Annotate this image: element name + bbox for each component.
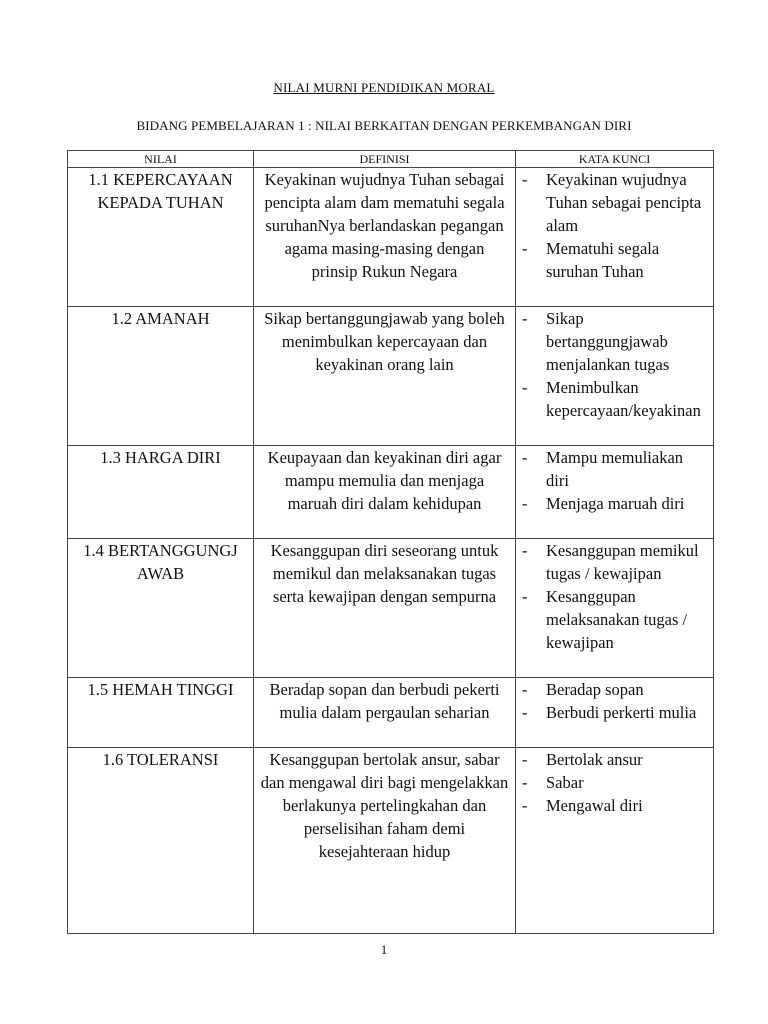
table-row	[68, 168, 714, 307]
list-item	[522, 376, 709, 422]
kata-kunci-list	[522, 307, 709, 422]
list-item	[522, 701, 709, 724]
table-row	[68, 539, 714, 678]
list-item	[522, 794, 709, 817]
nilai-cell: 1.3 HARGA DIRI	[68, 446, 254, 539]
header-definisi: DEFINISI	[254, 151, 516, 168]
nilai-cell: 1.5 HEMAH TINGGI	[68, 678, 254, 748]
definisi-cell: Keyakinan wujudnya Tuhan sebagai pencipta alam dam mematuhi segala suruhanNya berlandaskan pegangan agama masing-masing dengan prinsip Rukun Negara	[254, 168, 516, 307]
kata-kunci-list	[522, 748, 709, 817]
list-item	[522, 237, 709, 283]
kata-kunci-text: Mampu memuliakan diri	[546, 448, 684, 490]
kata-kunci-cell	[516, 748, 714, 934]
list-item	[522, 168, 709, 237]
nilai-text: 1.4 BERTANGGUNGJAWAB	[83, 541, 238, 583]
definisi-cell: Kesanggupan bertolak ansur, sabar dan mengawal diri bagi mengelakkan berlakunya pertelingkahan dan perselisihan faham demi kesejahteraan hidup	[254, 748, 516, 934]
list-item	[522, 539, 709, 585]
dash-bullet: -	[522, 587, 528, 606]
kata-kunci-cell	[516, 539, 714, 678]
kata-kunci-text: Berbudi perkerti mulia	[546, 703, 697, 722]
kata-kunci-text: Mengawal diri	[546, 796, 643, 815]
dash-bullet: -	[522, 703, 528, 722]
dash-bullet: -	[522, 796, 528, 815]
kata-kunci-cell	[516, 307, 714, 446]
kata-kunci-cell	[516, 678, 714, 748]
kata-kunci-list	[522, 539, 709, 654]
kata-kunci-list	[522, 678, 709, 724]
page-number: 1	[380, 942, 388, 957]
kata-kunci-text: Kesanggupan memikul tugas / kewajipan	[546, 541, 699, 583]
definisi-cell: Keupayaan dan keyakinan diri agar mampu memulia dan menjaga maruah diri dalam kehidupan	[254, 446, 516, 539]
kata-kunci-cell	[516, 168, 714, 307]
kata-kunci-text: Kesanggupan melaksanakan tugas / kewajipan	[546, 587, 688, 652]
kata-kunci-text: Mematuhi segala suruhan Tuhan	[546, 239, 660, 281]
kata-kunci-list	[522, 446, 709, 515]
kata-kunci-text: Beradap sopan	[546, 680, 644, 699]
header-nilai: NILAI	[68, 151, 254, 168]
dash-bullet: -	[522, 494, 528, 513]
dash-bullet: -	[522, 448, 528, 467]
table-row	[68, 307, 714, 446]
list-item	[522, 771, 709, 794]
values-table	[67, 150, 714, 934]
dash-bullet: -	[522, 773, 528, 792]
dash-bullet: -	[522, 750, 528, 769]
page-title: NILAI MURNI PENDIDIKAN MORAL	[273, 80, 495, 95]
kata-kunci-text: Menjaga maruah diri	[546, 494, 685, 513]
nilai-cell: 1.1 KEPERCAYAAN KEPADA TUHAN	[68, 168, 254, 307]
kata-kunci-text: Sikap bertanggungjawab menjalankan tugas	[546, 309, 670, 374]
list-item	[522, 748, 709, 771]
dash-bullet: -	[522, 170, 528, 189]
nilai-cell: 1.6 TOLERANSI	[68, 748, 254, 934]
kata-kunci-text: Keyakinan wujudnya Tuhan sebagai pencipta alam	[546, 170, 702, 235]
kata-kunci-text: Sabar	[546, 773, 584, 792]
list-item	[522, 446, 709, 492]
definisi-cell: Sikap bertanggungjawab yang boleh menimbulkan kepercayaan dan keyakinan orang lain	[254, 307, 516, 446]
nilai-cell	[68, 539, 254, 678]
definisi-cell: Beradap sopan dan berbudi pekerti mulia dalam pergaulan seharian	[254, 678, 516, 748]
dash-bullet: -	[522, 541, 528, 560]
kata-kunci-cell	[516, 446, 714, 539]
list-item	[522, 492, 709, 515]
dash-bullet: -	[522, 239, 528, 258]
dash-bullet: -	[522, 680, 528, 699]
table-row	[68, 748, 714, 934]
page-subtitle: BIDANG PEMBELAJARAN 1 : NILAI BERKAITAN DENGAN PERKEMBANGAN DIRI	[136, 118, 632, 133]
table-header-row	[68, 151, 714, 168]
list-item	[522, 585, 709, 654]
table-row	[68, 446, 714, 539]
kata-kunci-text: Menimbulkan kepercayaan/keyakinan	[546, 378, 701, 420]
list-item	[522, 678, 709, 701]
table-row	[68, 678, 714, 748]
kata-kunci-list	[522, 168, 709, 283]
header-kata-kunci: KATA KUNCI	[516, 151, 714, 168]
dash-bullet: -	[522, 378, 528, 397]
dash-bullet: -	[522, 309, 528, 328]
definisi-cell: Kesanggupan diri seseorang untuk memikul dan melaksanakan tugas serta kewajipan dengan sempurna	[254, 539, 516, 678]
kata-kunci-text: Bertolak ansur	[546, 750, 643, 769]
list-item	[522, 307, 709, 376]
nilai-cell: 1.2 AMANAH	[68, 307, 254, 446]
